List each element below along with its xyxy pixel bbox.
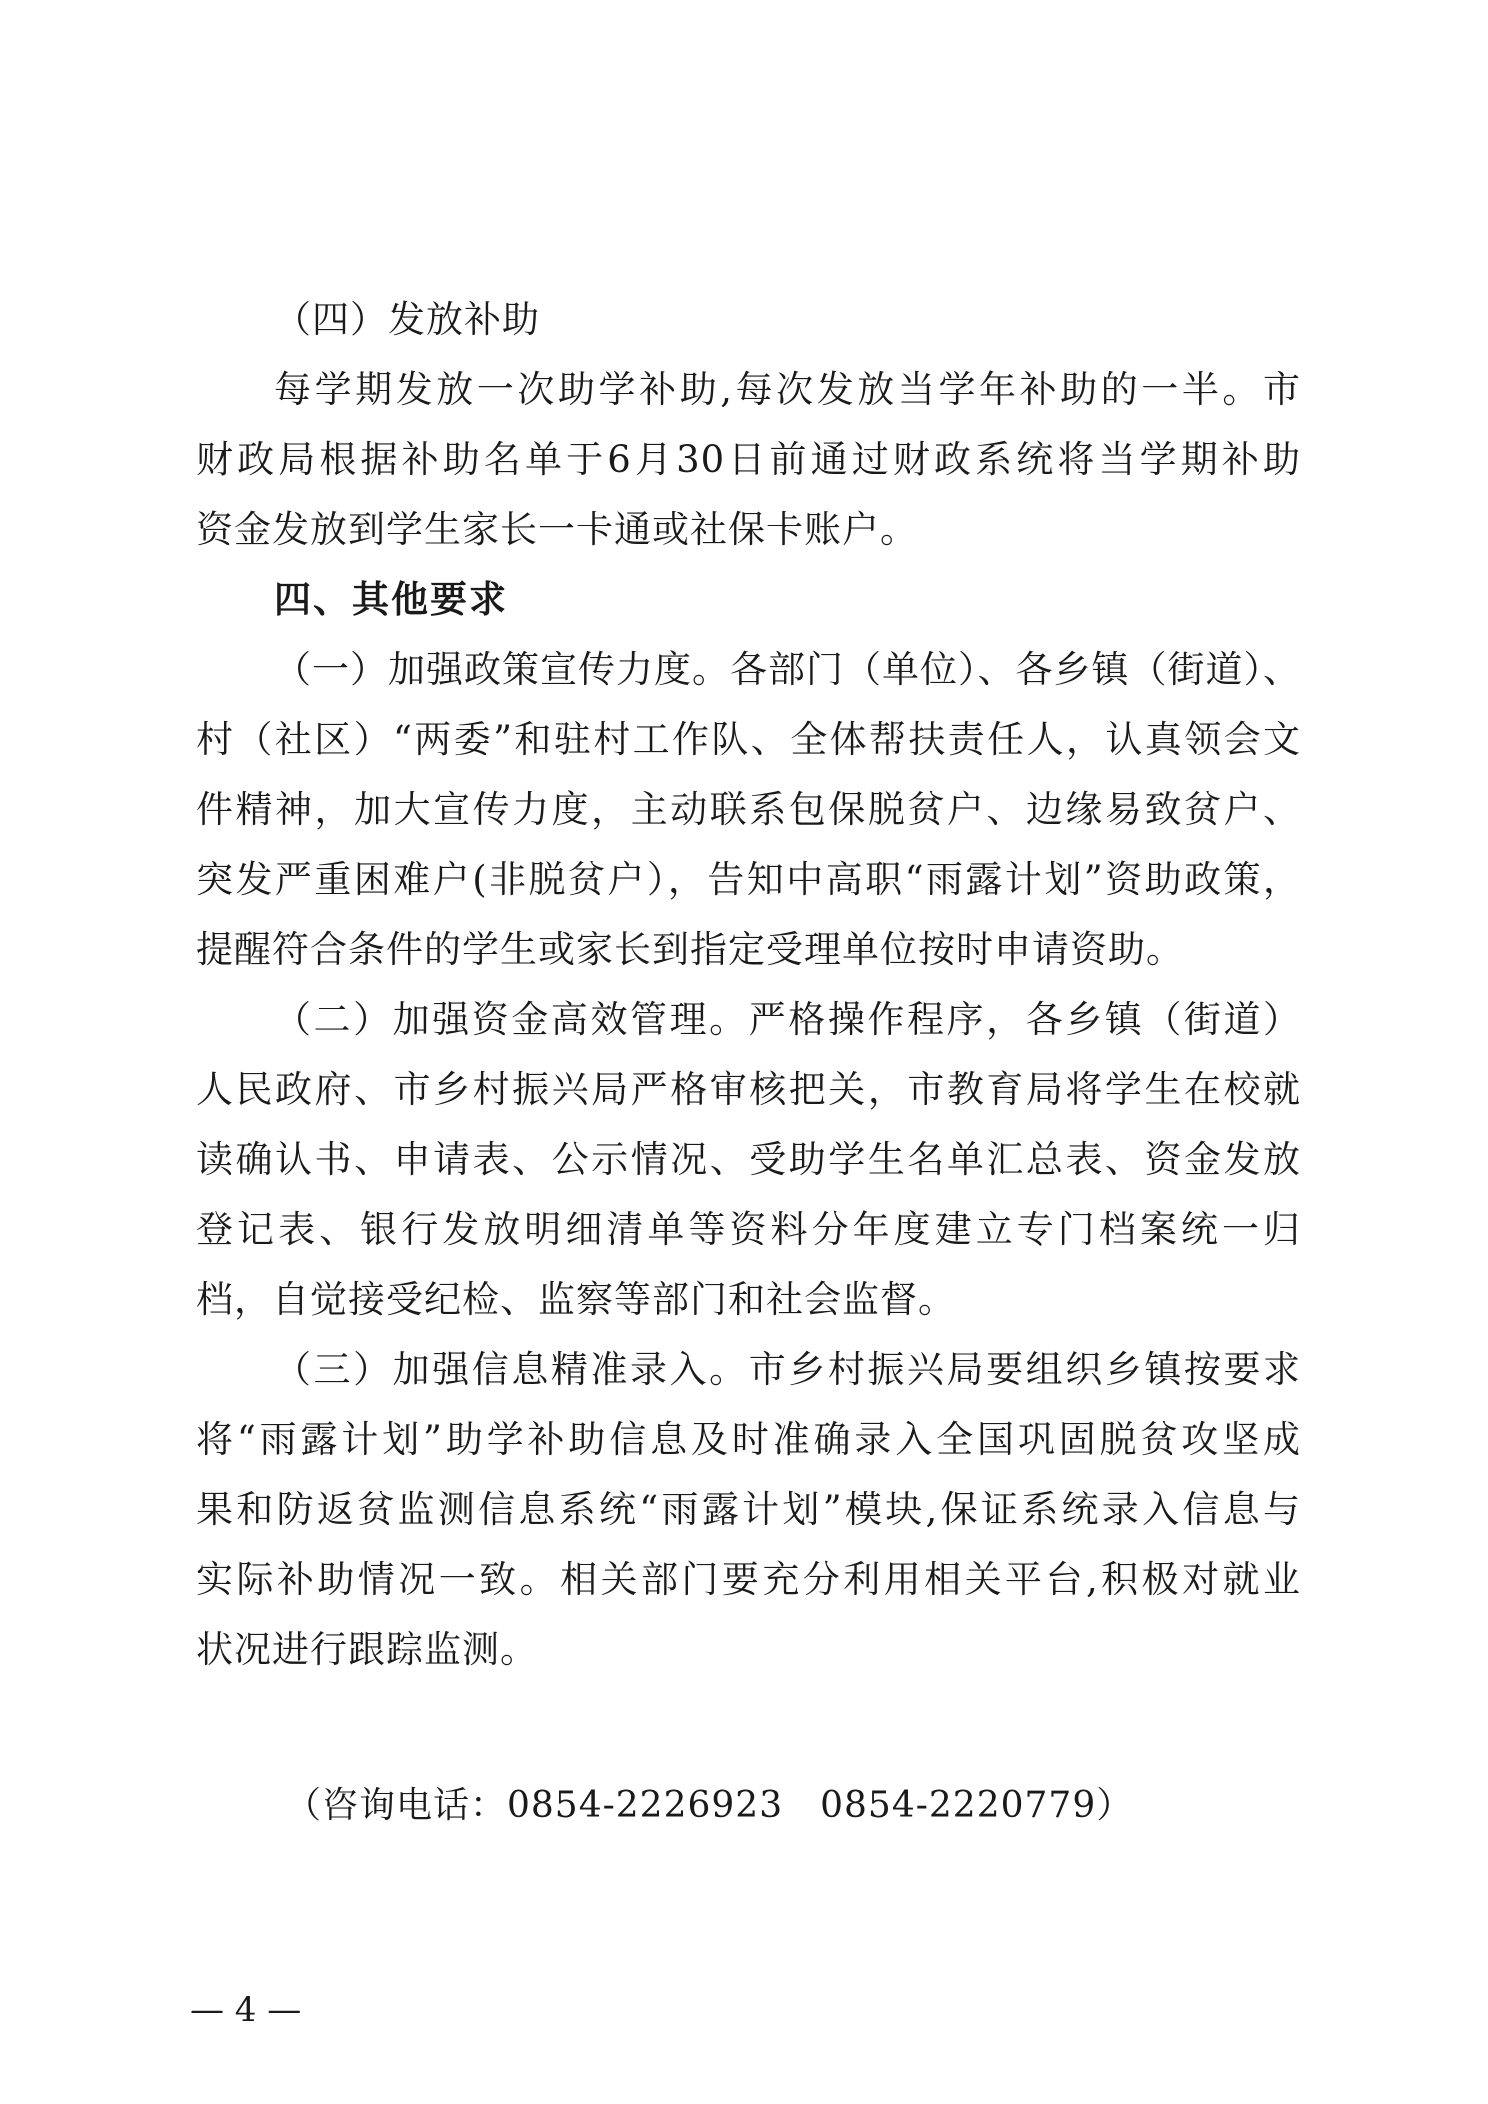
paragraph-fund-management bbox=[196, 985, 1301, 1335]
paragraph-line: 财政局根据补助名单于6月30日前通过财政系统将当学期补助 bbox=[196, 438, 1301, 481]
paragraph-line: 实际补助情况一致。相关部门要充分利用相关平台,积极对就业 bbox=[196, 1558, 1301, 1601]
contact-phone: （咨询电话：0854-2226923 0854-2220779） bbox=[285, 1785, 1134, 1826]
document-body bbox=[196, 285, 1301, 1685]
paragraph-line: 资金发放到学生家长一卡通或社保卡账户。 bbox=[196, 508, 918, 551]
paragraph-distribution bbox=[196, 355, 1301, 565]
subsection-heading-distribute-subsidy: （四）发放补助 bbox=[274, 298, 540, 341]
paragraph-line: （二）加强资金高效管理。严格操作程序，各乡镇（街道） bbox=[274, 998, 1301, 1041]
section-heading-other-requirements: 四、其他要求 bbox=[274, 578, 508, 621]
paragraph-line: 读确认书、申请表、公示情况、受助学生名单汇总表、资金发放 bbox=[196, 1138, 1301, 1181]
paragraph-line: 件精神，加大宣传力度，主动联系包保脱贫户、边缘易致贫户、 bbox=[196, 788, 1301, 831]
paragraph-line: 将“雨露计划”助学补助信息及时准确录入全国巩固脱贫攻坚成 bbox=[196, 1418, 1301, 1461]
paragraph-line: 人民政府、市乡村振兴局严格审核把关，市教育局将学生在校就 bbox=[196, 1068, 1301, 1111]
paragraph-line: 果和防返贫监测信息系统“雨露计划”模块,保证系统录入信息与 bbox=[196, 1488, 1301, 1531]
paragraph-line: 档，自觉接受纪检、监察等部门和社会监督。 bbox=[196, 1278, 956, 1321]
paragraph-line: （一）加强政策宣传力度。各部门（单位）、各乡镇（街道）、 bbox=[274, 648, 1301, 691]
paragraph-line: 村（社区）“两委”和驻村工作队、全体帮扶责任人，认真领会文 bbox=[196, 718, 1301, 761]
paragraph-information-entry bbox=[196, 1335, 1301, 1685]
paragraph-line: 提醒符合条件的学生或家长到指定受理单位按时申请资助。 bbox=[196, 928, 1184, 971]
paragraph-line: 状况进行跟踪监测。 bbox=[196, 1628, 538, 1671]
paragraph-line: 突发严重困难户(非脱贫户），告知中高职“雨露计划”资助政策， bbox=[196, 858, 1301, 901]
paragraph-line: 每学期发放一次助学补助,每次发放当学年补助的一半。市 bbox=[274, 368, 1301, 411]
paragraph-line: 登记表、银行发放明细清单等资料分年度建立专门档案统一归 bbox=[196, 1208, 1301, 1251]
paragraph-policy-publicity bbox=[196, 635, 1301, 985]
paragraph-line: （三）加强信息精准录入。市乡村振兴局要组织乡镇按要求 bbox=[274, 1348, 1301, 1391]
page-number: — 4 — bbox=[190, 1990, 302, 2030]
